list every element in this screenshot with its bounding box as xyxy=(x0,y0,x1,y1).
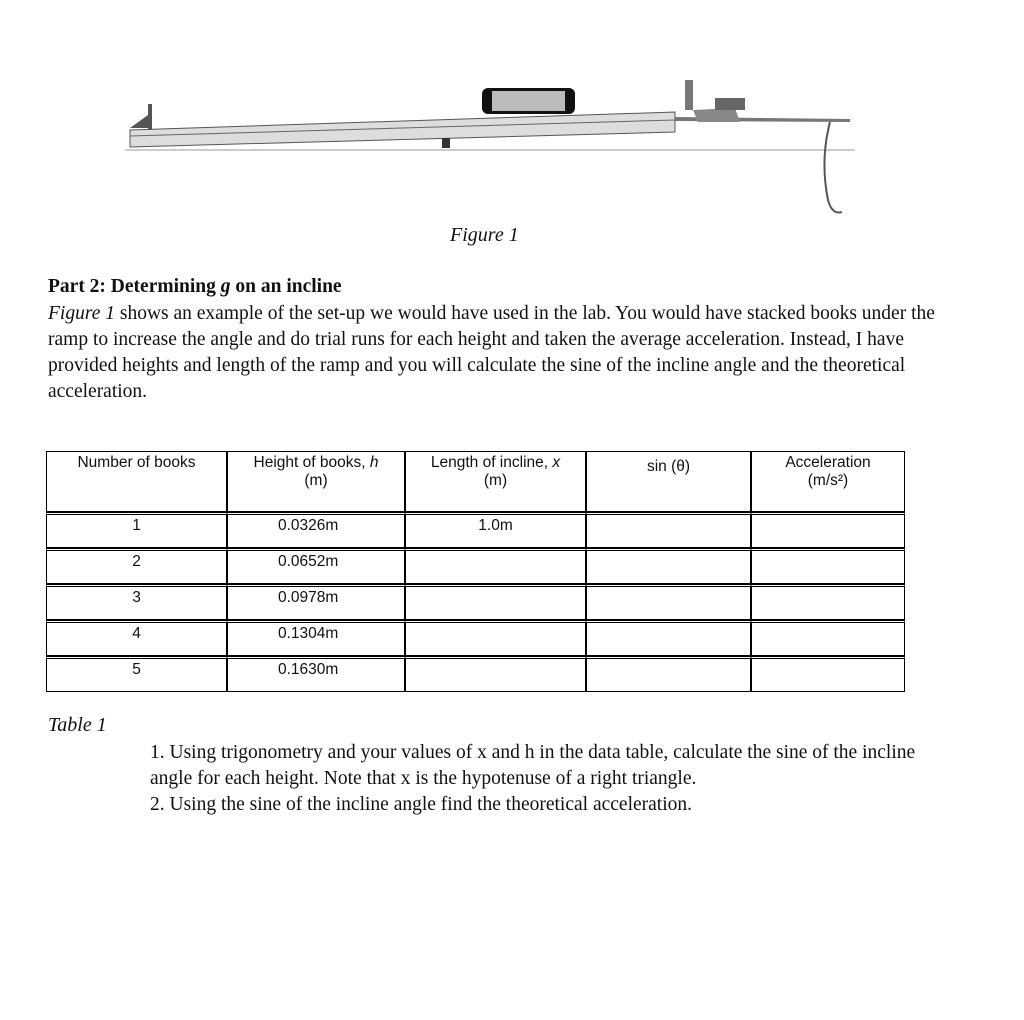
section-heading xyxy=(48,276,342,298)
figure-caption: Figure 1 xyxy=(450,224,519,246)
paragraph-text: shows an example of the set-up we would have used in the lab. You would have stacked books under the ramp to increase the angle and do trial runs for each height and taken the average acceleration. Instead, I have provided heights and length of the ramp and you will calculate the sine of the incline angle and the theoretical acceleration. xyxy=(48,303,935,402)
table-cell xyxy=(586,620,751,656)
table-row xyxy=(46,584,905,620)
table-cell: 0.0652m xyxy=(227,548,405,584)
heading-var: g xyxy=(220,276,231,297)
table-cell xyxy=(586,548,751,584)
header-sin: sin (θ) xyxy=(586,451,751,512)
figure-ref: Figure 1 xyxy=(48,303,115,324)
table-header-row xyxy=(46,451,905,512)
table-cell xyxy=(405,620,586,656)
table-cell: 2 xyxy=(46,548,227,584)
table-cell xyxy=(586,512,751,548)
header-length: Length of incline, x (m) xyxy=(405,451,586,512)
table-cell xyxy=(751,656,905,692)
table-cell: 4 xyxy=(46,620,227,656)
table-cell: 3 xyxy=(46,584,227,620)
header-books: Number of books xyxy=(46,451,227,512)
questions-list xyxy=(150,740,950,818)
table-cell xyxy=(586,656,751,692)
table-caption: Table 1 xyxy=(48,714,107,736)
table-cell xyxy=(751,620,905,656)
heading-text-end: on an incline xyxy=(230,276,342,297)
intro-paragraph xyxy=(48,301,948,405)
table-cell xyxy=(586,584,751,620)
header-height: Height of books, h (m) xyxy=(227,451,405,512)
table-cell: 1 xyxy=(46,512,227,548)
table-cell xyxy=(405,548,586,584)
table-cell: 1.0m xyxy=(405,512,586,548)
table-cell xyxy=(751,584,905,620)
heading-text: Part 2: Determining xyxy=(48,276,221,297)
question-2: 2. Using the sine of the incline angle find the theoretical acceleration. xyxy=(150,794,693,815)
table-cell xyxy=(751,512,905,548)
data-table xyxy=(46,451,905,692)
table-row xyxy=(46,548,905,584)
table-cell: 0.0326m xyxy=(227,512,405,548)
table-cell: 0.1304m xyxy=(227,620,405,656)
table-row xyxy=(46,656,905,692)
incline-ramp-figure xyxy=(120,70,860,220)
table-cell: 0.1630m xyxy=(227,656,405,692)
table-cell: 0.0978m xyxy=(227,584,405,620)
question-1: 1. Using trigonometry and your values of x and h in the data table, calculate the sine of the incline angle for each height. Note that x is the hypotenuse of a right triangle. xyxy=(150,742,916,789)
table-row xyxy=(46,512,905,548)
header-accel: Acceleration (m/s²) xyxy=(751,451,905,512)
table-cell xyxy=(405,656,586,692)
table-row xyxy=(46,620,905,656)
table-cell xyxy=(751,548,905,584)
table-cell: 5 xyxy=(46,656,227,692)
table-cell xyxy=(405,584,586,620)
